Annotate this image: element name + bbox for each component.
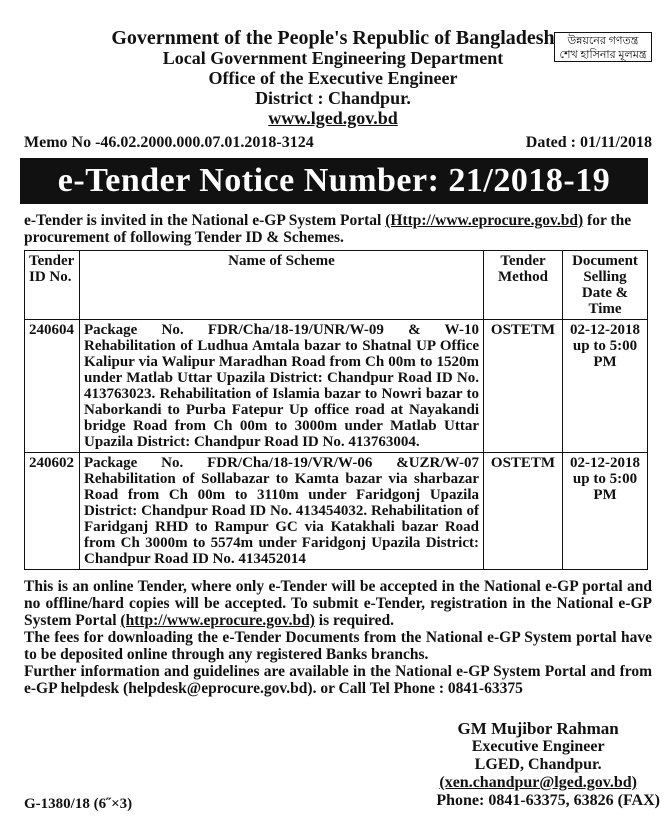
table-row xyxy=(25,453,648,570)
table-header-row xyxy=(25,251,648,320)
eprocure-link[interactable]: (Http://www.eprocure.gov.bd) xyxy=(385,212,584,229)
scheme-cell: Package No. FDR/Cha/18-19/VR/W-06 &UZR/W-07 Rehabilitation of Sollabazar to Kamta bazar via sharbazar Road from Ch 00m to 3110m under Faridgonj Upazila District: Chandpur Road ID No. 413454032. Rehabilitation of Faridganj RHD to Rampur GC via Katakhali bazar Road from Ch 3000m to 5574m under Faridgonj Upazila District: Chandpur Road ID No. 413452014 xyxy=(80,453,484,570)
tender-table xyxy=(24,250,648,570)
signatory-title: Executive Engineer xyxy=(471,738,605,755)
header-scheme: Name of Scheme xyxy=(80,251,484,320)
district-title: District : Chandpur. xyxy=(255,88,411,108)
signatory-phone: Phone: 0841-63375, 63826 (FAX) xyxy=(436,792,660,809)
memo-number: Memo No -46.02.2000.000.07.01.2018-3124 xyxy=(24,134,314,151)
government-title: Government of the People's Republic of Bangladesh xyxy=(111,27,555,49)
header-tender-id: Tender ID No. xyxy=(25,251,80,320)
header-selling-date: Document Selling Date & Time xyxy=(563,251,648,320)
note-further-info: Further information and guidelines are available in the National e-GP System Portal and from e-GP helpdesk (helpdesk@eprocure.gov.bd). or Call Tel Phone : 0841-63375 xyxy=(24,663,652,697)
gazette-reference: G-1380/18 (6˝×3) xyxy=(24,796,133,812)
bangla-slogan-box xyxy=(554,32,652,62)
table-row xyxy=(25,320,648,453)
notes-section xyxy=(24,578,652,697)
office-title: Office of the Executive Engineer xyxy=(208,68,458,88)
tender-id-cell: 240602 xyxy=(25,453,80,570)
note-online-tender xyxy=(24,578,652,629)
signatory-email[interactable]: (xen.chandpur@lged.gov.bd) xyxy=(439,774,637,791)
note-online-text: This is an online Tender, where only e-Tender will be accepted in the National e-GP portal and no offline/hard copies will be accepted. To submit e-Tender, registration in the National e-GP System Portal xyxy=(24,578,652,629)
intro-text-after: for the procurement of following Tender ID & Schemes. xyxy=(24,212,632,246)
intro-text-before: e-Tender is invited in the National e-GP System Portal xyxy=(24,212,386,229)
method-cell: OSTETM xyxy=(484,453,563,570)
signatory-name: GM Mujibor Rahman xyxy=(457,719,619,738)
signatory-office: LGED, Chandpur. xyxy=(474,756,602,773)
department-title: Local Government Engineering Department xyxy=(162,48,504,68)
memo-date: Dated : 01/11/2018 xyxy=(525,134,652,151)
website-link[interactable]: www.lged.gov.bd xyxy=(268,108,398,128)
tender-notice-banner: e-Tender Notice Number: 21/2018-19 xyxy=(20,158,648,204)
tender-id-cell: 240604 xyxy=(25,320,80,453)
note-fees: The fees for downloading the e-Tender Documents from the National e-GP System portal have to be deposited online through any registered Banks branchs. xyxy=(24,629,652,663)
header-method: Tender Method xyxy=(484,251,563,320)
bangla-slogan-line2: শেখ হাসিনার মূলমন্ত্র xyxy=(559,49,647,61)
selling-date-cell: 02-12-2018 up to 5:00 PM xyxy=(563,453,648,570)
scheme-cell: Package No. FDR/Cha/18-19/UNR/W-09 & W-10 Rehabilitation of Ludhua Amtala bazar to Shatnal UP Office Kalipur via Walipur Maradhan Road from Ch 00m to 1520m under Matlab Uttar Upazila District: Chandpur Road ID No. 413763023. Rehabilitation of Islamia bazar to Nowri bazar to Naborkandi to Purba Fatepur Up office road at Nayakandi bridge Road from Ch 00m to 3000m under Matlab Uttar Upazila District: Chandpur Road ID No. 413763004. xyxy=(80,320,484,453)
intro-paragraph xyxy=(24,212,652,246)
eprocure-registration-link[interactable]: (http://www.eprocure.gov.bd) xyxy=(120,612,315,629)
selling-date-cell: 02-12-2018 up to 5:00 PM xyxy=(563,320,648,453)
note-online-text-end: is required. xyxy=(314,612,394,629)
method-cell: OSTETM xyxy=(484,320,563,453)
header xyxy=(10,0,656,128)
bangla-slogan-line1: উন্নয়নের গণতন্ত্র xyxy=(567,35,639,47)
signature-block xyxy=(436,719,660,810)
memo-row xyxy=(10,134,656,152)
